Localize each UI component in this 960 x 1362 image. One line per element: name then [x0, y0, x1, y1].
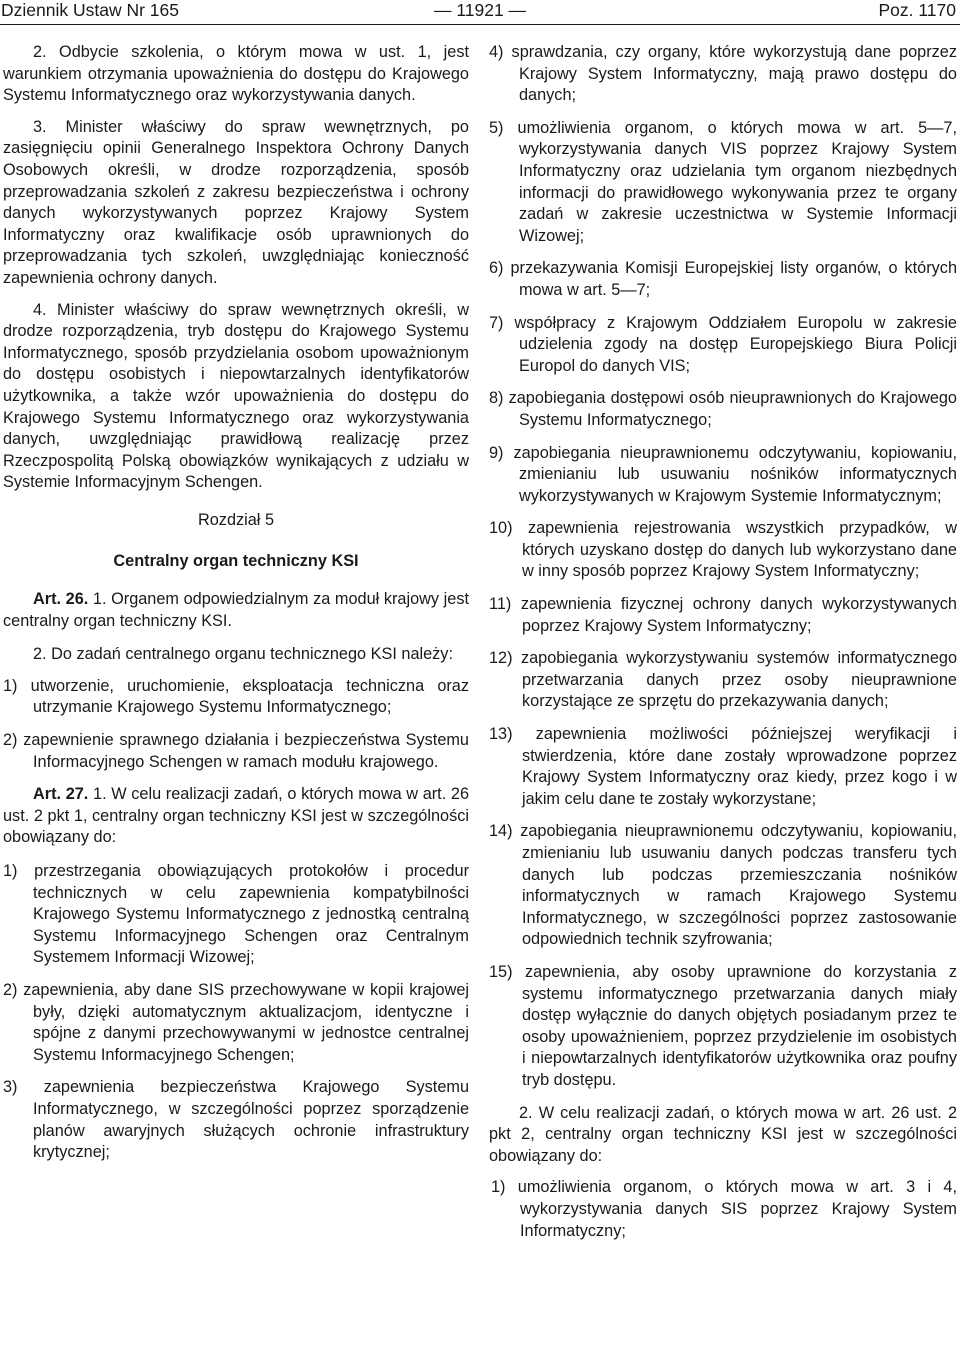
position-number: Poz. 1170	[878, 0, 956, 20]
list-item: 2) zapewnienia, aby dane SIS przechowywane w kopii krajowej były, dzięki automatycznym aktualizacjom, identyczne i spójne z danymi przechowywanymi w jednostce centralnej Systemu Informacyjnego Schengen;	[3, 980, 469, 1064]
right-column	[489, 42, 957, 1253]
list-item: 10) zapewnienia rejestrowania wszystkich przypadków, w których uzyskano dostęp do danych lub wykorzystano dane w inny sposób poprzez Krajowy System Informatyczny;	[489, 519, 957, 581]
list-item: 7) współpracy z Krajowym Oddziałem Europolu w zakresie udzielenia zgody na dostęp Europejskiego Biura Policji Europol do danych VIS;	[489, 313, 957, 375]
page-header	[0, 0, 960, 25]
article-26-text: 1. Organem odpowiedzialnym za moduł krajowy jest centralny organ techniczny KSI.	[3, 590, 470, 630]
list-item: 14) zapobiegania nieuprawnionemu odczytywaniu, kopiowaniu, zmienianiu lub usuwaniu danych podczas transferu tych danych lub podczas przemieszczania nośników informatycznych w ramach Krajowego Systemu Informatycznego, w szczególności poprzez zastosowanie odpowiednich technik szyfrowania;	[489, 822, 957, 949]
article-27-para-1	[3, 784, 469, 849]
journal-title: Dziennik Ustaw Nr 165	[1, 0, 179, 20]
left-column	[3, 42, 469, 1175]
chapter-number: Rozdział 5	[197, 510, 275, 529]
page-number: — 11921 —	[433, 0, 527, 20]
article-27-para-2: 2. W celu realizacji zadań, o których mowa w art. 26 ust. 2 pkt 2, centralny organ techniczny KSI jest w szczególności obowiązany do:	[489, 1103, 957, 1165]
list-item: 1) utworzenie, uruchomienie, eksploatacja techniczna oraz utrzymanie Krajowego Systemu Informatycznego;	[3, 676, 469, 717]
list-item: 5) umożliwienia organom, o których mowa w art. 5—7, wykorzystywania danych VIS poprzez Krajowy System Informatyczny oraz udzielania tym organom niezbędnych informacji do prawidłowego wykonywania przez te organy zadań w zakresie uczestnictwa w Systemie Informacji Wizowej;	[489, 118, 957, 245]
list-item: 9) zapobiegania nieuprawnionemu odczytywaniu, kopiowaniu, zmienianiu lub usuwaniu nośników informatycznych wykorzystywanych w Krajowym Systemie Informatycznym;	[489, 443, 957, 505]
list-item: 3) zapewnienia bezpieczeństwa Krajowego Systemu Informatycznego, w szczególności poprzez sporządzenie planów awaryjnych służących ochronie infrastruktury krytycznej;	[3, 1078, 469, 1162]
list-item: 4) sprawdzania, czy organy, które wykorzystują dane poprzez Krajowy System Informatyczny, mają prawo dostępu do danych;	[489, 43, 957, 105]
list-item: 6) przekazywania Komisji Europejskiej listy organów, o których mowa w art. 5—7;	[489, 259, 957, 299]
list-item: 2) zapewnienie sprawnego działania i bezpieczeństwa Systemu Informacyjnego Schengen w ramach modułu krajowego.	[3, 731, 469, 771]
chapter-title: Centralny organ techniczny KSI	[113, 552, 359, 571]
list-item: 13) zapewnienia możliwości późniejszej weryfikacji i stwierdzenia, które dane zostały wprowadzone poprzez Krajowy System Informatyczny oraz kiedy, przez kogo i w jakim celu dane te zostały wykorzystane;	[489, 725, 957, 808]
list-item: 12) zapobiegania wykorzystywaniu systemów informatycznego przetwarzania danych przez osoby nieuprawnione korzystające ze sprzętu do przekazywania danych;	[489, 649, 957, 711]
list-item: 1) umożliwienia organom, o których mowa w art. 3 i 4, wykorzystywania danych SIS poprzez Krajowy System Informatyczny;	[491, 1178, 957, 1240]
list-item: 1) przestrzegania obowiązujących protokołów i procedur technicznych w celu zapewnienia kompatybilności Krajowego Systemu Informatycznego z jednostką centralną Systemu Informacyjnego Schengen oraz Centralnym Systemem Informacji Wizowej;	[3, 862, 469, 967]
paragraph-4: 4. Minister właściwy do spraw wewnętrznych określi, w drodze rozporządzenia, tryb dostępu do Krajowego Systemu Informatycznego, sposób przydzielania osobom upoważnionym do dostępu osobistych i niepowtarzalnych identyfikatorów użytkownika, a także wzór upoważnienia do dostępu do Krajowego Systemu Informatycznego oraz wykorzystywania danych, uwzględniając prawidłową realizację przez Rzeczpospolitą Polską obowiązków wynikających z udziału w Systemie Informacyjnym Schengen.	[3, 300, 469, 492]
article-26-label: Art. 26.	[33, 590, 89, 609]
list-item: 8) zapobiegania dostępowi osób nieuprawnionych do Krajowego Systemu Informatycznego;	[489, 389, 957, 429]
article-26-para-1	[3, 589, 469, 632]
list-item: 15) zapewnienia, aby osoby uprawnione do korzystania z systemu informatycznego przetwarzania danych miały dostęp wyłącznie do danych objętych posiadanym przez te osoby upoważnieniem, poprzez przydzielenie im osobistych i niepowtarzalnych identyfikatorów użytkownika oraz poufny tryb dostępu.	[489, 962, 957, 1089]
article-27-label: Art. 27.	[33, 785, 89, 804]
paragraph-3: 3. Minister właściwy do spraw wewnętrznych, po zasięgnięciu opinii Generalnego Inspektora Ochrony Danych Osobowych określi, w drodze rozporządzenia, sposób przeprowadzania szkoleń z zakresu bezpieczeństwa i ochrony danych wykorzystywanych poprzez Krajowy System Informatyczny oraz kwalifikacje osób uprawnionych do przeprowadzania tych szkoleń, uwzględniając konieczność zapewnienia ochrony danych.	[3, 117, 469, 287]
list-item: 11) zapewnienia fizycznej ochrony danych wykorzystywanych poprzez Krajowy System Informatyczny;	[489, 595, 957, 635]
article-27-text: 1. W celu realizacji zadań, o których mowa w art. 26 ust. 2 pkt 1, centralny organ techniczny KSI jest w szczególności obowiązany do:	[3, 785, 470, 847]
article-26-para-2: 2. Do zadań centralnego organu technicznego KSI należy:	[33, 645, 453, 664]
paragraph-2: 2. Odbycie szkolenia, o którym mowa w ust. 1, jest warunkiem otrzymania upoważnienia do dostępu do Krajowego Systemu Informatycznego oraz wykorzystywania danych.	[3, 43, 469, 105]
